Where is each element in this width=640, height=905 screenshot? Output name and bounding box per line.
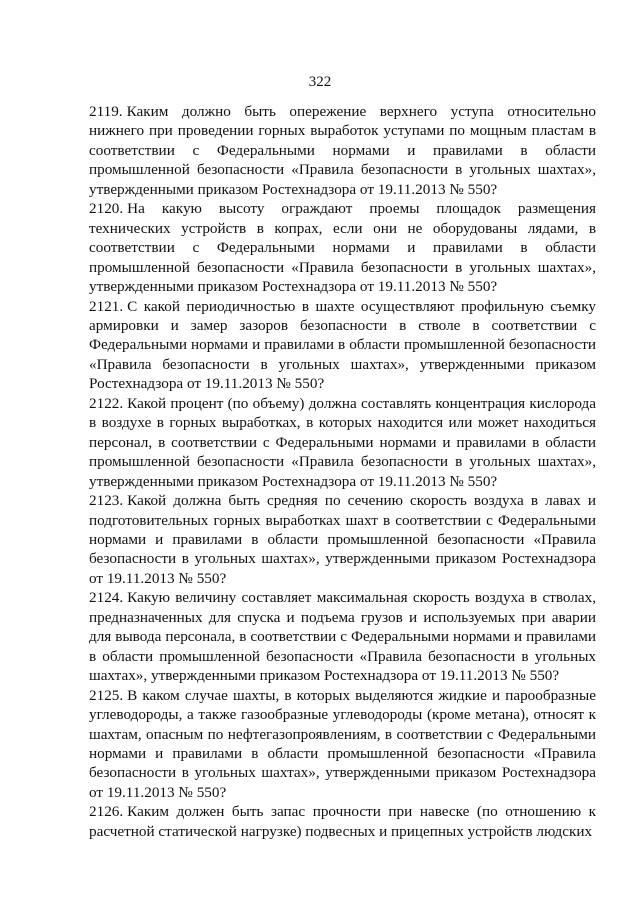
question-text: Какую величину составляет максимальная скорость воздуха в стволах, предназначенных для спуска и подъема грузов и используемых при аварии для вывода персонала, в соответствии с Федеральными нормами и правилами в области промышленной безопасности «Правила безопасности в угольных шахтах», утвержденными приказом Ростехнадзора от 19.11.2013 № 550? — [89, 589, 596, 685]
question-text: На какую высоту ограждают проемы площадок размещения технических устройств в копрах, если они не оборудованы лядами, в соответствии с Федеральными нормами и правилами в области промышленной безопасности «Правила безопасности в угольных шахтах», утвержденными приказом Ростехнадзора от 19.11.2013 № 550? — [89, 200, 596, 296]
question-list — [89, 102, 596, 841]
question-text: В каком случае шахты, в которых выделяются жидкие и парообразные углеводороды, а также газообразные углеводороды (кроме метана), относят к шахтам, опасным по нефтегазопроявлениям, в соответствии с Федеральными нормами и правилами в области промышленной безопасности «Правила безопасности в угольных шахтах», утвержденными приказом Ростехнадзора от 19.11.2013 № 550? — [89, 686, 596, 801]
question-text: Какой процент (по объему) должна составлять концентрация кислорода в воздухе в горных выработках, в которых находится или может находиться персонал, в соответствии с Федеральными нормами и правилами в области промышленной безопасности «Правила безопасности в угольных шахтах», утвержденными приказом Ростехнадзора от 19.11.2013 № 550? — [89, 394, 596, 490]
question-number: 2124. — [89, 589, 124, 607]
question-item — [89, 102, 596, 199]
question-text: Какой должна быть средняя по сечению скорость воздуха в лавах и подготовительных горных выработках шахт в соответствии с Федеральными нормами и правилами в области промышленной безопасности «Правила безопасности в угольных шахтах», утвержденными приказом Ростехнадзора от 19.11.2013 № 550? — [89, 492, 596, 587]
question-number: 2121. — [89, 297, 124, 315]
question-item — [89, 491, 596, 588]
question-item — [89, 686, 596, 803]
question-number: 2119. — [89, 103, 123, 120]
question-text: Каким должно быть опережение верхнего уступа относительно нижнего при проведении горных выработок уступами по мощным пластам в соответствии с Федеральными нормами и правилами в области промышленной безопасности «Правила безопасности в угольных шахтах», утвержденными приказом Ростехнадзора от 19.11.2013 № 550? — [89, 103, 596, 198]
question-number: 2125. — [89, 686, 124, 704]
question-number: 2120. — [89, 200, 124, 218]
question-number: 2126. — [89, 803, 124, 821]
question-number: 2123. — [89, 492, 124, 510]
question-item — [89, 588, 596, 685]
question-item — [89, 199, 596, 296]
question-item — [89, 297, 596, 394]
question-item — [89, 802, 596, 841]
question-number: 2122. — [89, 394, 124, 412]
question-text: С какой периодичностью в шахте осуществляют профильную съемку армировки и замер зазоров безопасности в стволе в соответствии с Федеральными нормами и правилами в области промышленной безопасности «Правила безопасности в угольных шахтах», утвержденными приказом Ростехнадзора от 19.11.2013 № 550? — [89, 297, 596, 393]
question-item — [89, 394, 596, 491]
page-number: 322 — [308, 74, 332, 90]
question-text: Каким должен быть запас прочности при навеске (по отношению к расчетной статической нагрузке) подвесных и прицепных устройств людских — [89, 803, 596, 840]
